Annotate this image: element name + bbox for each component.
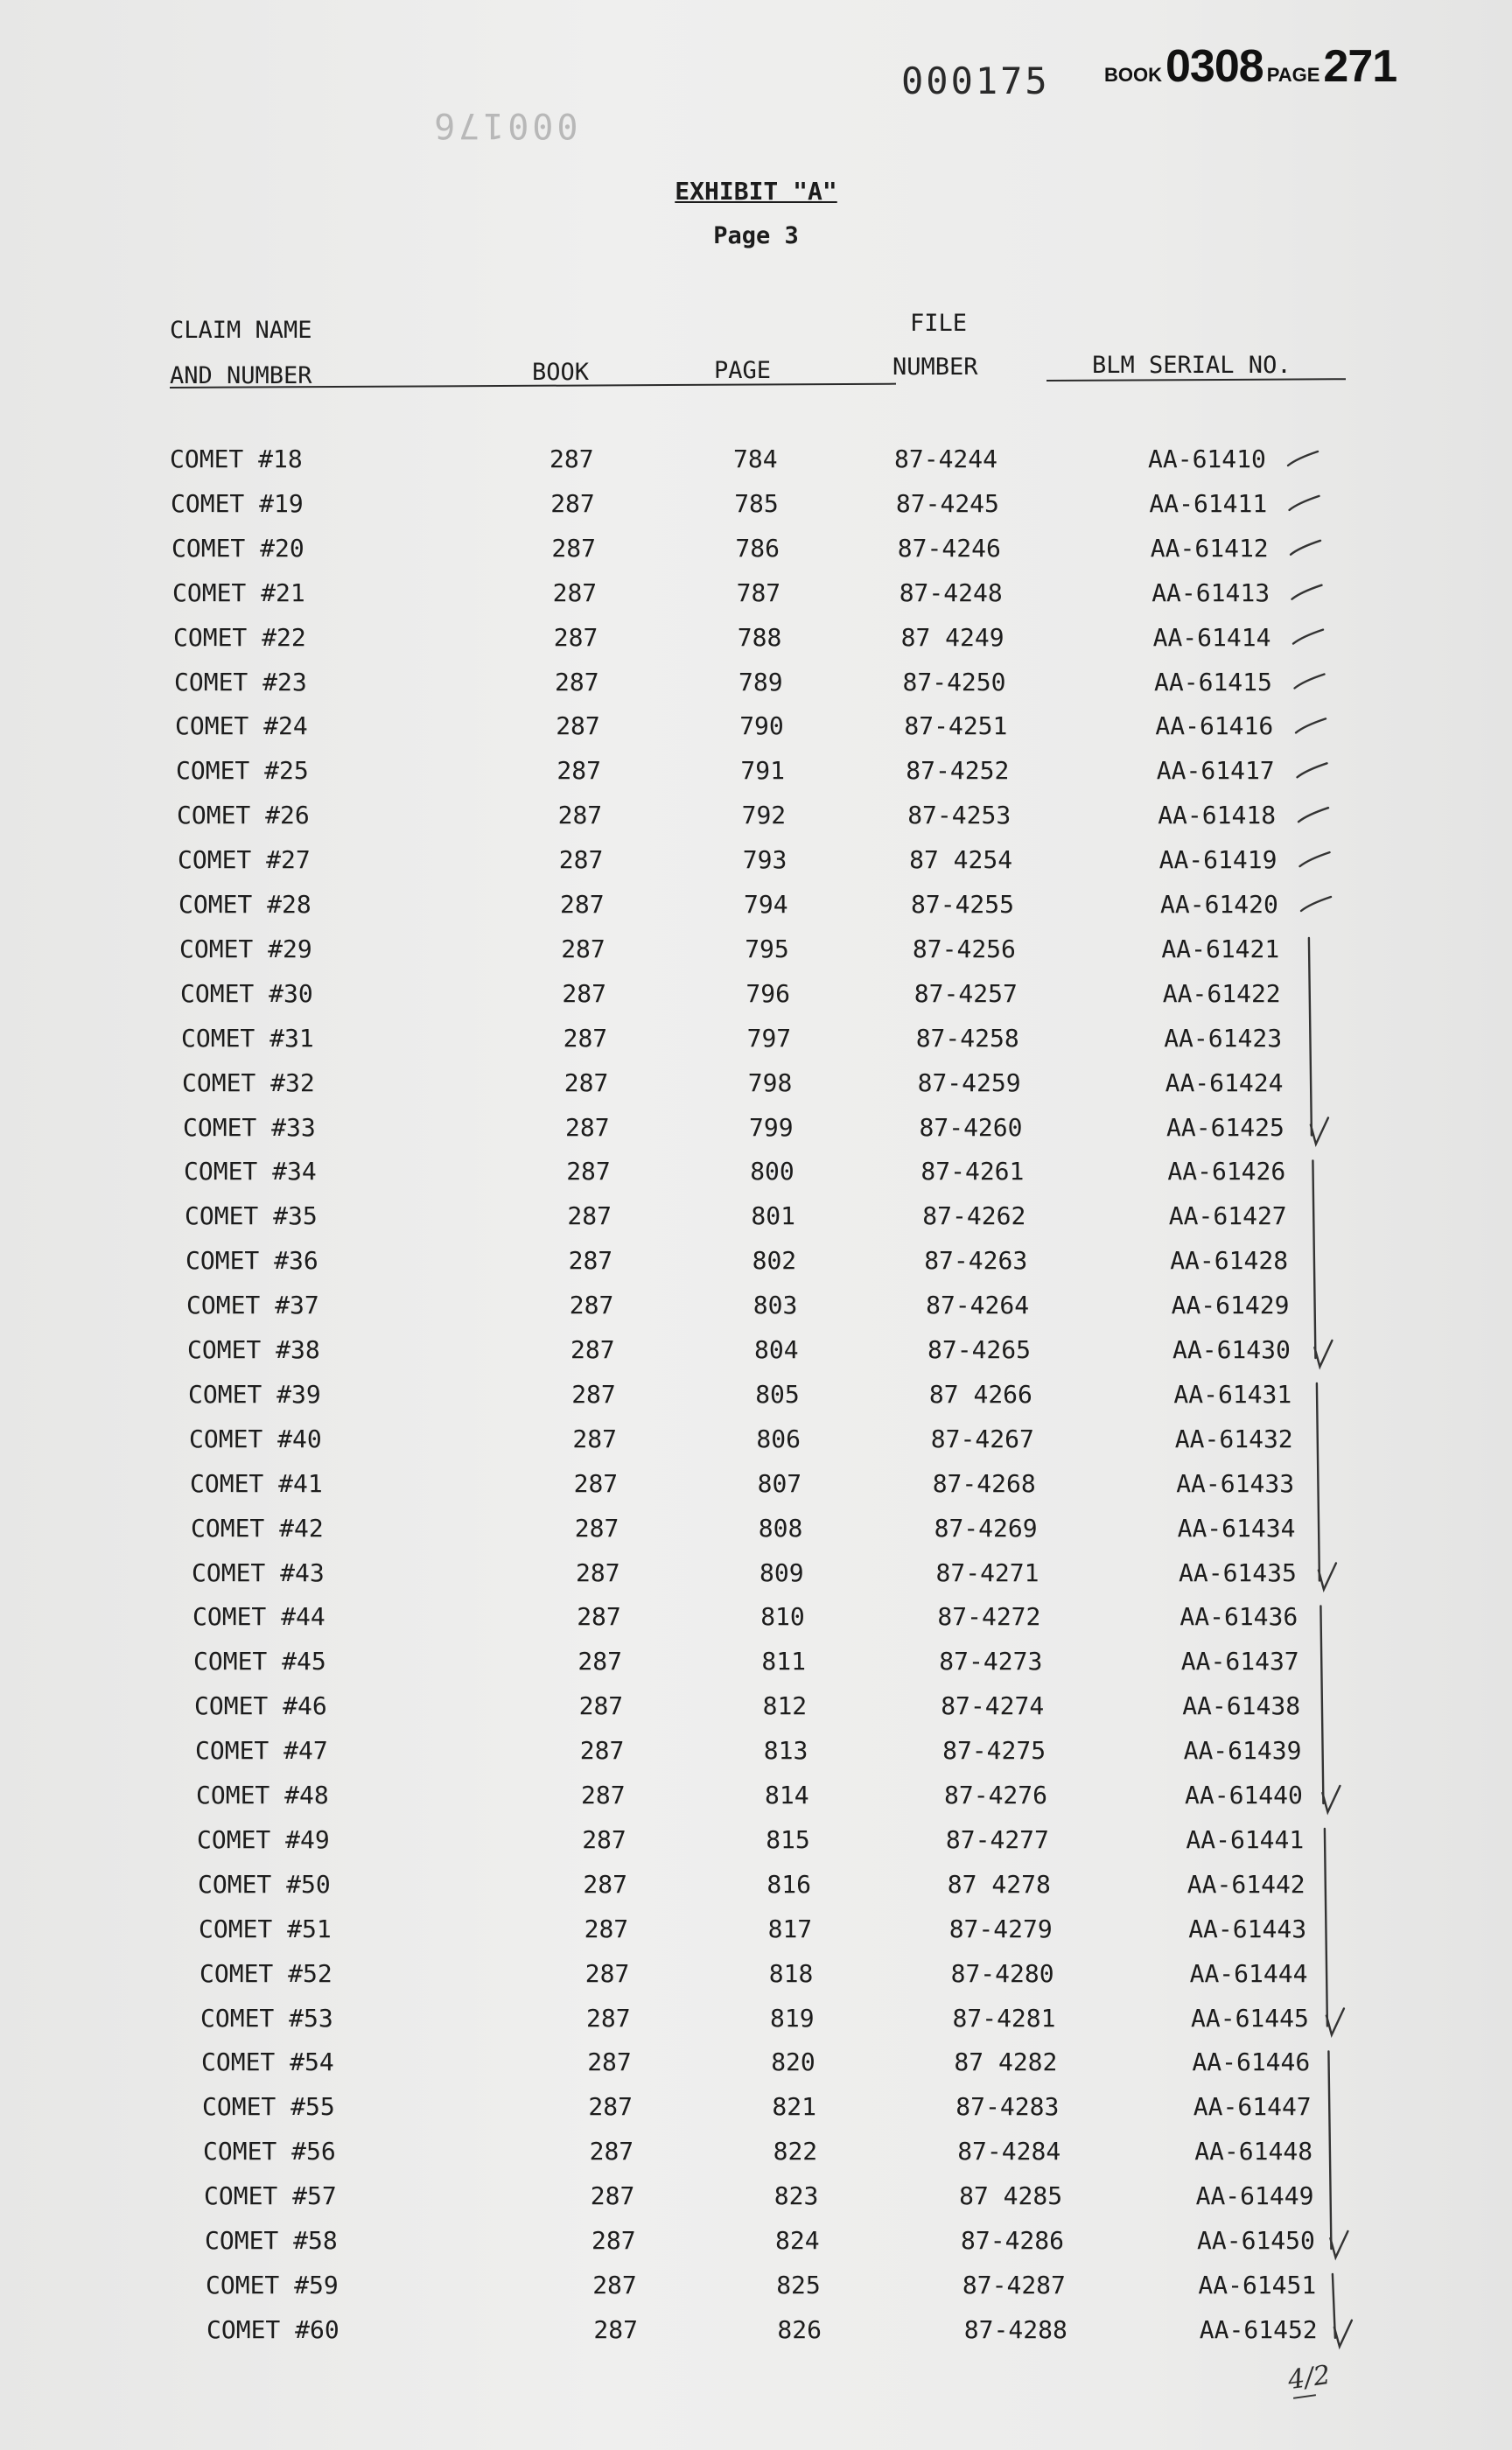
file-number: 87-4251 <box>904 711 1008 741</box>
file-number: 87-4258 <box>915 1023 1019 1053</box>
check-tick <box>1291 541 1320 555</box>
file-number: 87-4283 <box>956 2092 1060 2122</box>
blm-serial: AA-61430 <box>1172 1335 1291 1364</box>
file-number: 87-4275 <box>942 1736 1046 1766</box>
claim-name: COMET #57 <box>204 2181 337 2211</box>
blm-serial: AA-61410 <box>1148 444 1266 473</box>
file-number: 87-4260 <box>919 1112 1023 1142</box>
handwritten-initials: 4/2 <box>1285 2359 1333 2397</box>
page-number: 803 <box>752 1291 798 1320</box>
book-number: 287 <box>553 622 598 652</box>
page-number: 825 <box>776 2270 821 2300</box>
page-number: 788 <box>737 622 782 652</box>
page-number: 796 <box>746 978 790 1008</box>
blm-serial: AA-61439 <box>1183 1736 1302 1766</box>
book-number: 287 <box>572 1424 617 1453</box>
file-number: 87-4281 <box>952 2003 1056 2033</box>
file-number: 87-4274 <box>941 1691 1045 1721</box>
bracket-check <box>1314 1340 1332 1367</box>
claim-name: COMET #29 <box>179 934 312 963</box>
file-number: 87-4286 <box>961 2226 1065 2255</box>
claim-name: COMET #40 <box>189 1424 322 1453</box>
check-tick <box>1298 808 1328 822</box>
claim-name: COMET #22 <box>173 622 306 652</box>
claim-name: COMET #60 <box>206 2314 340 2344</box>
file-number: 87-4280 <box>950 1958 1054 1988</box>
claim-name: COMET #45 <box>193 1647 326 1676</box>
page-number: 815 <box>766 1824 810 1854</box>
check-tick <box>1298 763 1327 777</box>
page-number: 271 <box>1323 41 1397 92</box>
blm-serial: AA-61411 <box>1149 488 1268 518</box>
blm-serial: AA-61437 <box>1180 1647 1299 1676</box>
claim-name: COMET #49 <box>197 1824 330 1854</box>
book-number: 287 <box>573 1468 619 1498</box>
bracket-line <box>1325 1829 1327 2026</box>
page-subtitle: Page 3 <box>713 222 799 249</box>
page-number: 810 <box>760 1602 805 1632</box>
page-number: 784 <box>733 444 778 473</box>
page-number: 811 <box>761 1647 806 1676</box>
blm-serial: AA-61432 <box>1174 1424 1293 1453</box>
file-number: 87-4279 <box>948 1914 1053 1943</box>
header-claim-line2: AND NUMBER <box>170 362 312 389</box>
claim-name: COMET #36 <box>186 1246 318 1276</box>
claim-name: COMET #35 <box>185 1201 318 1231</box>
bracket-check <box>1326 2009 1344 2035</box>
blm-serial: AA-61446 <box>1192 2048 1311 2077</box>
file-number: 87-4272 <box>937 1602 1041 1632</box>
page-number: 787 <box>736 578 781 607</box>
blm-serial: AA-61419 <box>1158 845 1278 875</box>
claim-name: COMET #53 <box>200 2003 333 2033</box>
check-tick <box>1288 452 1318 466</box>
bleed-through-number: 000176 <box>430 105 578 145</box>
header-file-line1: FILE <box>910 310 968 337</box>
header-file-line2: NUMBER <box>892 354 978 381</box>
book-number: 287 <box>570 1335 615 1364</box>
file-number: 87-4264 <box>926 1291 1030 1320</box>
book-number: 287 <box>578 1691 624 1721</box>
blm-serial: AA-61412 <box>1150 533 1269 563</box>
page-number: 802 <box>752 1246 797 1276</box>
page-label: PAGE <box>1266 64 1320 86</box>
blm-serial: AA-61423 <box>1164 1023 1283 1053</box>
book-number: 287 <box>566 1157 611 1186</box>
book-number: 287 <box>558 845 604 875</box>
file-number: 87-4257 <box>914 978 1018 1008</box>
book-number: 287 <box>557 801 603 830</box>
page-number: 824 <box>775 2226 820 2255</box>
file-number: 87-4250 <box>902 667 1006 696</box>
claim-name: COMET #46 <box>194 1691 327 1721</box>
blm-serial: AA-61415 <box>1154 667 1272 696</box>
book-number: 287 <box>551 533 596 563</box>
page-number: 812 <box>762 1691 808 1721</box>
file-number: 87-4265 <box>928 1335 1032 1364</box>
file-number: 87-4263 <box>924 1246 1028 1276</box>
header-page: PAGE <box>714 357 772 384</box>
page-number: 817 <box>767 1914 813 1943</box>
book-number: 287 <box>581 1781 626 1810</box>
file-number: 87-4269 <box>934 1513 1038 1543</box>
claim-name: COMET #20 <box>172 533 304 563</box>
file-number: 87-4262 <box>922 1201 1026 1231</box>
exhibit-title-text: EXHIBIT "A" <box>675 177 837 206</box>
blm-serial: AA-61418 <box>1158 801 1277 830</box>
claim-name: COMET #39 <box>188 1379 321 1409</box>
file-number: 87 4254 <box>909 845 1013 875</box>
page-number: 822 <box>773 2137 818 2166</box>
claim-name: COMET #54 <box>201 2048 334 2077</box>
book-number: 287 <box>556 756 601 786</box>
document-stamp-number: 000175 <box>901 60 1050 102</box>
page-number: 786 <box>735 533 780 563</box>
blm-serial: AA-61444 <box>1189 1958 1308 1988</box>
blm-serial: AA-61443 <box>1188 1914 1307 1943</box>
bracket-check <box>1334 2320 1352 2347</box>
blm-serial: AA-61431 <box>1173 1379 1292 1409</box>
file-number: 87 4266 <box>928 1379 1032 1409</box>
book-number: 287 <box>550 444 594 473</box>
file-number: 87-4277 <box>945 1824 1049 1854</box>
claim-name: COMET #43 <box>192 1558 325 1587</box>
claim-name: COMET #21 <box>172 578 305 607</box>
blm-serial: AA-61428 <box>1170 1246 1289 1276</box>
book-number: 287 <box>555 667 599 696</box>
book-number: 287 <box>574 1513 620 1543</box>
book-number: 287 <box>578 1647 622 1676</box>
page-number: 809 <box>760 1558 804 1587</box>
book-number: 0308 <box>1166 41 1264 92</box>
blm-serial: AA-61449 <box>1195 2181 1314 2211</box>
claim-name: COMET #52 <box>200 1958 332 1988</box>
blm-serial: AA-61452 <box>1199 2314 1318 2344</box>
bracket-check <box>1330 2231 1348 2258</box>
bracket-check <box>1311 1118 1328 1144</box>
bracket-line <box>1328 2051 1331 2249</box>
check-tick <box>1300 852 1330 866</box>
file-number: 87 4285 <box>959 2181 1063 2211</box>
blm-serial: AA-61440 <box>1185 1781 1303 1810</box>
page-number: 823 <box>774 2181 819 2211</box>
file-number: 87-4284 <box>957 2137 1061 2166</box>
claim-name: COMET #28 <box>178 890 312 919</box>
page-number: 790 <box>739 711 784 741</box>
blm-serial: AA-61420 <box>1160 890 1278 919</box>
claim-name: COMET #26 <box>177 801 310 830</box>
claim-name: COMET #31 <box>181 1023 314 1053</box>
file-number: 87-4244 <box>894 444 998 473</box>
book-number: 287 <box>577 1602 621 1632</box>
claim-name: COMET #25 <box>176 756 309 786</box>
check-tick <box>1292 585 1322 599</box>
page-number: 785 <box>734 488 779 518</box>
check-tick <box>1290 496 1320 510</box>
file-number: 87 4278 <box>947 1869 1051 1899</box>
book-number: 287 <box>562 978 606 1008</box>
file-number: 87-4271 <box>935 1558 1040 1587</box>
book-number: 287 <box>567 1201 612 1231</box>
book-number: 287 <box>579 1736 625 1766</box>
claim-name: COMET #55 <box>202 2092 335 2122</box>
file-number: 87-4253 <box>907 801 1012 830</box>
claim-name: COMET #33 <box>183 1112 316 1142</box>
file-number: 87-4245 <box>895 488 999 518</box>
file-number: 87-4268 <box>932 1468 1036 1498</box>
file-number: 87-4246 <box>897 533 1001 563</box>
file-number: 87-4248 <box>899 578 1003 607</box>
check-tick <box>1296 718 1326 732</box>
bracket-check <box>1319 1564 1336 1590</box>
claim-name: COMET #30 <box>180 978 313 1008</box>
book-number: 287 <box>584 1958 630 1988</box>
claim-name: COMET #41 <box>190 1468 323 1498</box>
book-number: 287 <box>590 2181 635 2211</box>
page-number: 816 <box>766 1869 811 1899</box>
page-number: 801 <box>751 1201 795 1231</box>
claim-name: COMET #19 <box>171 488 304 518</box>
page-number: 789 <box>738 667 783 696</box>
claim-name: COMET #42 <box>191 1513 324 1543</box>
book-number: 287 <box>576 1558 620 1587</box>
blm-serial: AA-61448 <box>1194 2137 1313 2166</box>
book-number: 287 <box>552 578 598 607</box>
book-number: 287 <box>584 1914 629 1943</box>
book-number: 287 <box>582 1824 626 1854</box>
book-number: 287 <box>571 1379 616 1409</box>
blm-serial: AA-61421 <box>1161 934 1280 963</box>
file-number: 87-4259 <box>917 1068 1021 1097</box>
book-number: 287 <box>583 1869 627 1899</box>
page-number: 793 <box>742 845 788 875</box>
blm-serial: AA-61433 <box>1176 1468 1295 1498</box>
book-number: 287 <box>569 1291 614 1320</box>
claim-name: COMET #50 <box>198 1869 331 1899</box>
book-number: 287 <box>568 1246 613 1276</box>
bracket-line <box>1320 1606 1323 1803</box>
book-number: 287 <box>560 890 605 919</box>
check-tick <box>1301 897 1331 911</box>
book-number: 287 <box>565 1112 610 1142</box>
blm-serial: AA-61441 <box>1186 1824 1305 1854</box>
page-number: 807 <box>757 1468 802 1498</box>
page-number: 806 <box>756 1424 801 1453</box>
file-number: 87-4252 <box>906 756 1010 786</box>
blm-serial: AA-61445 <box>1191 2003 1309 2033</box>
book-number: 287 <box>550 488 595 518</box>
bracket-line <box>1317 1383 1320 1581</box>
blm-serial: AA-61413 <box>1152 578 1270 607</box>
book-number: 287 <box>556 711 600 741</box>
file-number: 87-4261 <box>920 1157 1025 1186</box>
book-number: 287 <box>563 1023 608 1053</box>
claim-name: COMET #24 <box>175 711 308 741</box>
claim-name: COMET #38 <box>187 1335 320 1364</box>
blm-serial: AA-61426 <box>1167 1157 1286 1186</box>
claim-name: COMET #27 <box>178 845 311 875</box>
blm-serial: AA-61436 <box>1180 1602 1298 1632</box>
blm-serial: AA-61442 <box>1186 1869 1306 1899</box>
blm-serial: AA-61434 <box>1177 1513 1296 1543</box>
header-claim-line1: CLAIM NAME <box>170 317 312 344</box>
blm-serial: AA-61450 <box>1197 2226 1315 2255</box>
blm-serial: AA-61414 <box>1152 622 1271 652</box>
blm-serial: AA-61417 <box>1156 756 1275 786</box>
claim-name: COMET #44 <box>192 1602 326 1632</box>
page-number: 820 <box>771 2048 816 2077</box>
page-number: 800 <box>750 1157 794 1186</box>
file-number: 87-4255 <box>911 890 1015 919</box>
page-number: 794 <box>744 890 788 919</box>
blm-serial: AA-61429 <box>1171 1291 1290 1320</box>
blm-serial: AA-61424 <box>1165 1068 1284 1097</box>
file-number: 87-4276 <box>944 1781 1048 1810</box>
claim-name: COMET #34 <box>184 1157 317 1186</box>
bracket-line <box>1312 1160 1315 1358</box>
page-number: 795 <box>745 934 789 963</box>
claim-name: COMET #48 <box>196 1781 329 1810</box>
book-label: BOOK <box>1104 64 1162 86</box>
book-number: 287 <box>592 2270 637 2300</box>
claim-name: COMET #18 <box>170 444 303 473</box>
claim-name: COMET #23 <box>174 667 307 696</box>
book-number: 287 <box>592 2226 636 2255</box>
book-number: 287 <box>589 2137 634 2166</box>
page-number: 797 <box>746 1023 792 1053</box>
page-number: 826 <box>777 2314 822 2344</box>
claim-name: COMET #59 <box>206 2270 339 2300</box>
claim-name: COMET #58 <box>205 2226 338 2255</box>
file-number: 87 4249 <box>900 622 1004 652</box>
page-number: 821 <box>772 2092 816 2122</box>
book-number: 287 <box>586 2003 631 2033</box>
page-number: 805 <box>755 1379 800 1409</box>
file-number: 87-4256 <box>912 934 1016 963</box>
file-number: 87-4287 <box>962 2270 1066 2300</box>
page-number: 798 <box>747 1068 793 1097</box>
blm-serial: AA-61425 <box>1166 1112 1284 1142</box>
claim-name: COMET #51 <box>199 1914 332 1943</box>
book-number: 287 <box>561 934 606 963</box>
blm-serial: AA-61422 <box>1162 978 1281 1008</box>
claim-name: COMET #37 <box>186 1291 319 1320</box>
page-number: 808 <box>758 1513 803 1543</box>
file-number: 87 4282 <box>954 2048 1058 2077</box>
claim-name: COMET #32 <box>182 1068 315 1097</box>
book-number: 287 <box>593 2314 638 2344</box>
file-number: 87-4267 <box>930 1424 1034 1453</box>
page-number: 819 <box>770 2003 815 2033</box>
bracket-check <box>1322 1786 1340 1812</box>
blm-serial: AA-61447 <box>1193 2092 1312 2122</box>
header-blm-serial: BLM SERIAL NO. <box>1092 352 1292 379</box>
claim-name: COMET #47 <box>195 1736 328 1766</box>
file-number: 87-4273 <box>939 1647 1043 1676</box>
blm-serial: AA-61451 <box>1198 2270 1317 2300</box>
check-tick <box>1295 675 1325 689</box>
book-number: 287 <box>564 1068 609 1097</box>
blm-serial: AA-61435 <box>1179 1558 1297 1587</box>
blm-serial: AA-61416 <box>1155 711 1274 741</box>
page-number: 804 <box>754 1335 799 1364</box>
page-number: 799 <box>749 1112 794 1142</box>
page-number: 818 <box>768 1958 814 1988</box>
header-book: BOOK <box>532 359 590 386</box>
book-number: 287 <box>588 2092 633 2122</box>
blm-serial: AA-61438 <box>1182 1691 1301 1721</box>
check-tick <box>1293 630 1323 644</box>
file-number: 87-4288 <box>963 2314 1068 2344</box>
page-number: 792 <box>741 801 787 830</box>
blm-serial: AA-61427 <box>1168 1201 1287 1231</box>
book-number: 287 <box>587 2048 632 2077</box>
claim-name: COMET #56 <box>203 2137 336 2166</box>
page-number: 791 <box>740 756 785 786</box>
page-number: 813 <box>763 1736 808 1766</box>
bracket-line <box>1309 938 1312 1136</box>
page-number: 814 <box>765 1781 809 1810</box>
